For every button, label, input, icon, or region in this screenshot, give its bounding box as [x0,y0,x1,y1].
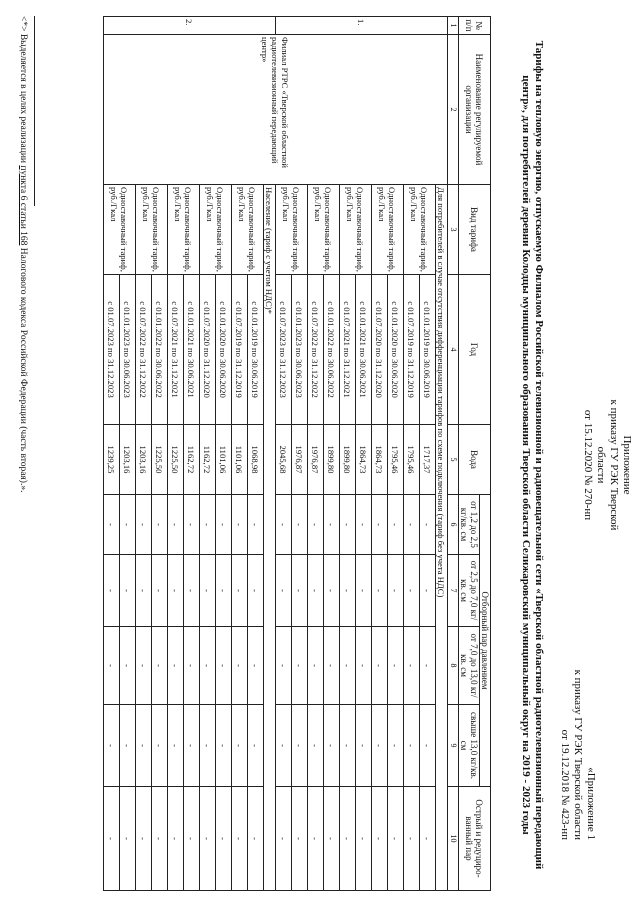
footnote-suffix: Налогового кодекса Российской Федерации (часть вторая).». [18,245,28,493]
water-tariff-cell: 1225,50 [152,425,168,495]
tariff-kind: Одноставочный тариф, руб./Гкал [104,185,136,275]
empty-value-cell: - [184,495,200,555]
empty-value-cell: - [356,705,372,787]
empty-value-cell: - [168,555,184,627]
empty-value-cell: - [152,627,168,705]
empty-value-cell: - [372,705,388,787]
header-org: Наименование регулируемой организации [459,35,491,185]
water-tariff-cell: 1795,46 [388,425,404,495]
water-tariff-cell: 1203,16 [120,425,136,495]
empty-value-cell: - [168,627,184,705]
water-tariff-cell: 1795,46 [404,425,420,495]
empty-value-cell: - [324,495,340,555]
water-tariff-cell: 1899,80 [340,425,356,495]
footnote-prefix: <*> Выделяется в целях реализации [18,16,28,166]
period-cell: с 01.01.2022 по 30.06.2022 [324,275,340,425]
section-label: Население (тариф с учетом НДС)* [264,185,276,891]
tariff-kind: Одноставочный тариф, руб./Гкал [276,185,308,275]
empty-value-cell: - [324,705,340,787]
empty-value-cell: - [152,555,168,627]
period-cell: с 01.01.2023 по 30.06.2023 [120,275,136,425]
footnote-rule [34,16,35,206]
empty-value-cell: - [404,495,420,555]
empty-value-cell: - [136,495,152,555]
section-number: 1. [276,17,448,35]
period-cell: с 01.01.2019 по 30.06.2019 [420,275,436,425]
header-line: от 15.12.2020 № 270-нп [582,409,594,521]
period-cell: с 01.01.2020 по 30.06.2020 [388,275,404,425]
empty-value-cell: - [388,705,404,787]
water-tariff-cell: 1068,98 [248,425,264,495]
empty-value-cell: - [248,705,264,787]
section-number: 2. [104,17,276,35]
empty-value-cell: - [388,555,404,627]
empty-value-cell: - [104,495,120,555]
empty-value-cell: - [248,495,264,555]
empty-value-cell: - [184,787,200,891]
empty-value-cell: - [232,705,248,787]
empty-value-cell: - [420,705,436,787]
column-number: 4 [448,275,459,425]
empty-value-cell: - [276,495,292,555]
empty-value-cell: - [340,495,356,555]
empty-value-cell: - [308,787,324,891]
empty-value-cell: - [276,705,292,787]
footnote [18,16,35,876]
water-tariff-cell: 2045,68 [276,425,292,495]
tariff-table [103,16,491,891]
period-cell: с 01.01.2021 по 30.06.2021 [356,275,372,425]
footnote-link[interactable]: пункта 6 статьи 168 [18,165,28,246]
empty-value-cell: - [340,555,356,627]
empty-value-cell: - [420,627,436,705]
empty-value-cell: - [420,495,436,555]
column-numbers-row [448,17,459,891]
water-tariff-cell: 1162,72 [184,425,200,495]
empty-value-cell: - [404,787,420,891]
column-number: 6 [448,495,459,555]
header-num: № п/п [459,17,491,35]
empty-value-cell: - [200,627,216,705]
empty-value-cell: - [232,495,248,555]
period-cell: с 01.07.2019 по 31.12.2019 [232,275,248,425]
empty-value-cell: - [324,627,340,705]
empty-value-cell: - [168,787,184,891]
empty-value-cell: - [120,555,136,627]
empty-value-cell: - [216,705,232,787]
empty-value-cell: - [308,705,324,787]
empty-value-cell: - [356,555,372,627]
water-tariff-cell: 1101,06 [232,425,248,495]
water-tariff-cell: 1162,72 [200,425,216,495]
period-cell: с 01.01.2019 по 30.06.2019 [248,275,264,425]
empty-value-cell: - [388,627,404,705]
tariff-kind: Одноставочный тариф, руб./Гкал [168,185,200,275]
empty-value-cell: - [120,705,136,787]
column-number: 3 [448,185,459,275]
period-cell: с 01.07.2020 по 31.12.2020 [200,275,216,425]
empty-value-cell: - [292,787,308,891]
period-cell: с 01.01.2022 по 30.06.2022 [152,275,168,425]
empty-value-cell: - [248,555,264,627]
empty-value-cell: - [308,495,324,555]
empty-value-cell: - [356,787,372,891]
empty-value-cell: - [308,555,324,627]
period-cell: с 01.07.2023 по 31.12.2023 [104,275,120,425]
water-tariff-cell: 1717,37 [420,425,436,495]
appendix-line: к приказу ГУ РЭК Тверской области [572,669,584,840]
empty-value-cell: - [340,787,356,891]
empty-value-cell: - [372,627,388,705]
column-number: 2 [448,35,459,185]
period-cell: с 01.07.2021 по 31.12.2021 [168,275,184,425]
header-sharp-steam: Острый и редуциро-ванный пар [459,787,491,891]
water-tariff-cell: 1976,87 [292,425,308,495]
empty-value-cell: - [136,627,152,705]
empty-value-cell: - [104,627,120,705]
empty-value-cell: - [216,495,232,555]
empty-value-cell: - [104,555,120,627]
empty-value-cell: - [216,787,232,891]
header-water: Вода [459,425,491,495]
tariff-kind: Одноставочный тариф, руб./Гкал [232,185,264,275]
empty-value-cell: - [404,555,420,627]
empty-value-cell: - [120,495,136,555]
period-cell: с 01.07.2022 по 31.12.2022 [308,275,324,425]
empty-value-cell: - [104,787,120,891]
empty-value-cell: - [152,495,168,555]
empty-value-cell: - [136,555,152,627]
empty-value-cell: - [168,705,184,787]
empty-value-cell: - [388,495,404,555]
empty-value-cell: - [120,787,136,891]
empty-value-cell: - [276,627,292,705]
empty-value-cell: - [136,705,152,787]
empty-value-cell: - [232,555,248,627]
period-cell: с 01.07.2019 по 31.12.2019 [404,275,420,425]
empty-value-cell: - [420,555,436,627]
period-cell: с 01.01.2021 по 30.06.2021 [184,275,200,425]
empty-value-cell: - [184,555,200,627]
column-number: 1 [448,17,459,35]
header-kind: Вид тарифа [459,185,491,275]
empty-value-cell: - [152,787,168,891]
empty-value-cell: - [404,705,420,787]
empty-value-cell: - [200,787,216,891]
empty-value-cell: - [356,627,372,705]
water-tariff-cell: 1225,50 [168,425,184,495]
empty-value-cell: - [372,495,388,555]
tariff-kind: Одноставочный тариф, руб./Гкал [372,185,404,275]
empty-value-cell: - [324,555,340,627]
empty-value-cell: - [232,627,248,705]
water-tariff-cell: 1864,73 [372,425,388,495]
empty-value-cell: - [292,705,308,787]
empty-value-cell: - [356,495,372,555]
header-steam-1: от 1,2 до 2,5 кг/кв. см [459,495,480,555]
empty-value-cell: - [340,627,356,705]
appendix-header [558,620,597,840]
column-number: 7 [448,555,459,627]
period-cell: с 01.07.2022 по 31.12.2022 [136,275,152,425]
column-number: 5 [448,425,459,495]
appendix-line: «Приложение 1 [585,767,597,840]
empty-value-cell: - [276,787,292,891]
appendix-line: от 19.12.2018 № 423-нп [559,729,571,840]
water-tariff-cell: 1976,87 [308,425,324,495]
water-tariff-cell: 1864,73 [356,425,372,495]
period-cell: с 01.07.2023 по 31.12.2023 [276,275,292,425]
empty-value-cell: - [152,705,168,787]
empty-value-cell: - [292,555,308,627]
header-line: Приложение [621,435,633,495]
empty-value-cell: - [200,555,216,627]
section-row [436,17,448,891]
column-number: 8 [448,627,459,705]
tariff-kind: Одноставочный тариф, руб./Гкал [340,185,372,275]
empty-value-cell: - [200,495,216,555]
period-cell: с 01.01.2020 по 30.06.2020 [216,275,232,425]
water-tariff-cell: 1101,06 [216,425,232,495]
period-cell: с 01.01.2023 по 30.06.2023 [292,275,308,425]
tariff-kind: Одноставочный тариф, руб./Гкал [308,185,340,275]
empty-value-cell: - [104,705,120,787]
empty-value-cell: - [120,627,136,705]
tariff-kind: Одноставочный тариф, руб./Гкал [404,185,436,275]
organization-name: Филиал РТРС «Тверской областной радиотелевизионный передающий центр» [104,35,448,185]
empty-value-cell: - [184,627,200,705]
empty-value-cell: - [372,787,388,891]
header-line: к приказу ГУ РЭК Тверской области [595,399,620,531]
tariff-table-body [104,17,448,891]
period-cell: с 01.07.2021 по 31.12.2021 [340,275,356,425]
order-header [581,380,633,550]
empty-value-cell: - [324,787,340,891]
empty-value-cell: - [248,787,264,891]
header-steam-group: Отборный пар давлением [480,495,491,787]
empty-value-cell: - [184,705,200,787]
empty-value-cell: - [420,787,436,891]
empty-value-cell: - [404,627,420,705]
water-tariff-cell: 1899,80 [324,425,340,495]
empty-value-cell: - [308,627,324,705]
empty-value-cell: - [248,627,264,705]
empty-value-cell: - [216,627,232,705]
header-year: Год [459,275,491,425]
empty-value-cell: - [276,555,292,627]
document-title: Тарифы на тепловую энергию, отпускаемую Филиалом Российской телевизионной и радиовещательной сети «Тверской областной радиотелевизионный передающий центр», для потребителей деревни Колодцы муниципального образования Тверской области Селижаровский муниципальный округ на 2019 - 2023 годы [520,40,545,870]
empty-value-cell: - [232,787,248,891]
header-steam-4: свыше 13,0 кг/кв. см [459,705,480,787]
header-steam-3: от 7,0 до 13,0 кг/кв. см [459,627,480,705]
empty-value-cell: - [200,705,216,787]
empty-value-cell: - [388,787,404,891]
column-number: 10 [448,787,459,891]
empty-value-cell: - [340,705,356,787]
tariff-kind: Одноставочный тариф, руб./Гкал [200,185,232,275]
header-steam-2: от 2,5 до 7,0 кг/кв. см [459,555,480,627]
empty-value-cell: - [292,627,308,705]
tariff-kind: Одноставочный тариф, руб./Гкал [136,185,168,275]
water-tariff-cell: 1203,16 [136,425,152,495]
empty-value-cell: - [292,495,308,555]
empty-value-cell: - [168,495,184,555]
empty-value-cell: - [216,555,232,627]
empty-value-cell: - [136,787,152,891]
period-cell: с 01.07.2020 по 31.12.2020 [372,275,388,425]
section-label: Для потребителей в случае отсутствия дифференциации тарифов по схеме подключения (тариф без учета НДС) [436,185,448,891]
empty-value-cell: - [372,555,388,627]
column-number: 9 [448,705,459,787]
water-tariff-cell: 1239,25 [104,425,120,495]
